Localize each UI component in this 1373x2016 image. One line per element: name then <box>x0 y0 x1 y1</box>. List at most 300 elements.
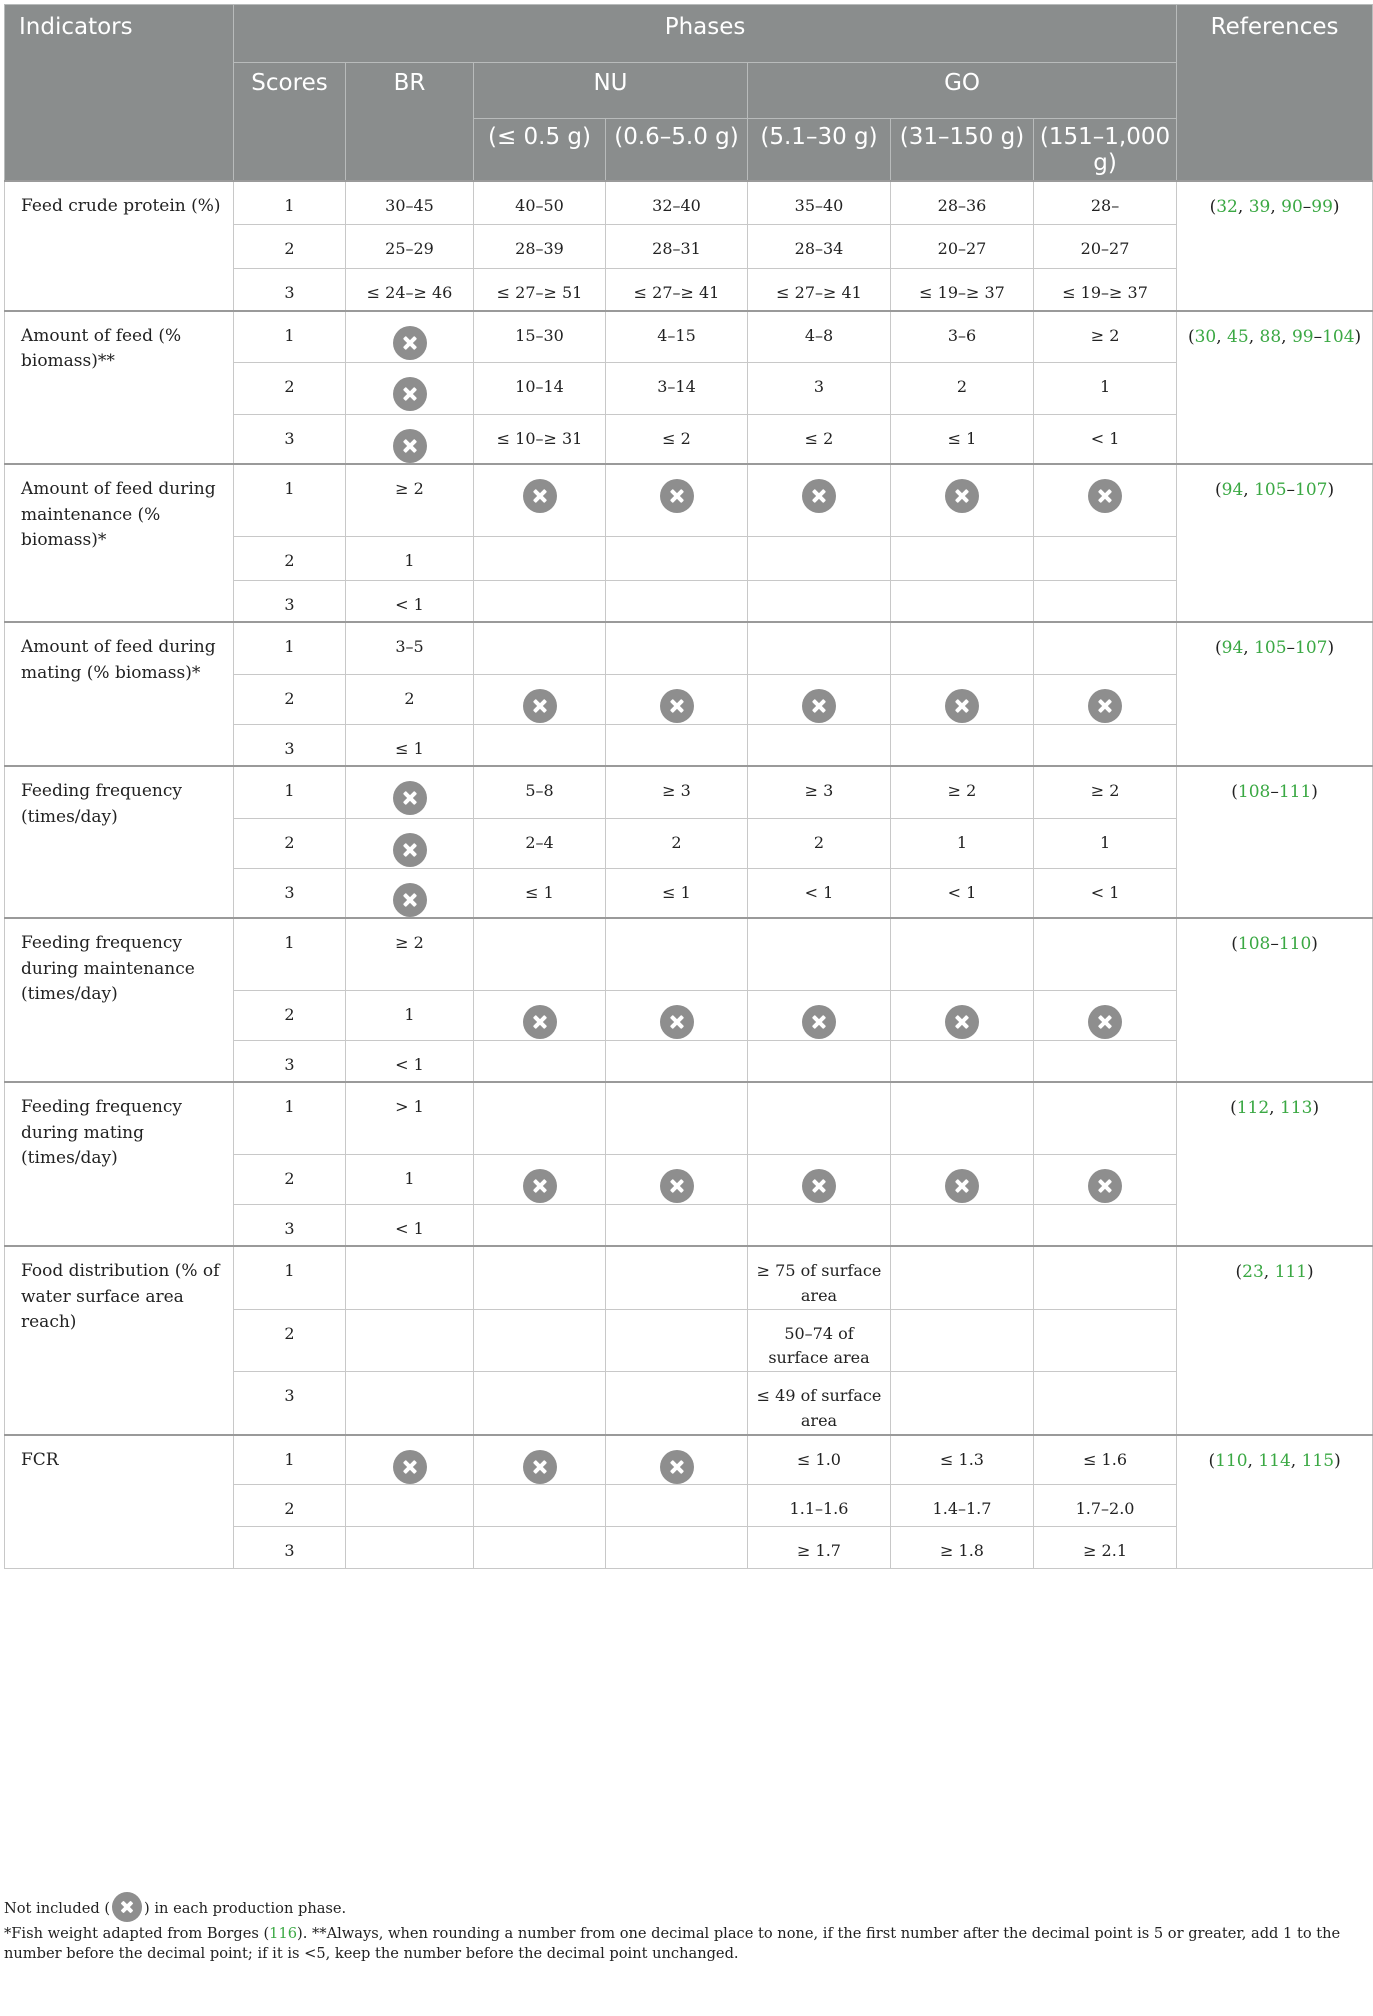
reference-link[interactable]: 90 <box>1281 196 1303 217</box>
reference-punct: ( <box>1215 638 1222 658</box>
reference-punct: ( <box>1187 326 1195 347</box>
not-included-cell <box>748 1154 891 1204</box>
reference-punct: , <box>1290 1450 1302 1471</box>
value-cell: 1 <box>346 536 474 580</box>
not-included-cell <box>346 818 474 868</box>
reference-link[interactable]: 108 <box>1237 782 1271 802</box>
not-included-x-icon <box>112 1892 142 1922</box>
not-included-cell <box>748 674 891 724</box>
not-included-x-icon <box>393 833 427 867</box>
indicator-label: Food distribution (% of water surface area reach) <box>5 1246 234 1435</box>
value-cell <box>606 1372 748 1435</box>
references-cell <box>1177 464 1373 622</box>
value-cell <box>891 580 1034 622</box>
indicators-table <box>4 4 1373 1569</box>
header-br: BR <box>346 63 474 181</box>
reference-link[interactable]: 99 <box>1311 196 1333 217</box>
header-go-weight-3: (151–1,000 g) <box>1034 119 1177 181</box>
value-cell: ≤ 1 <box>891 415 1034 465</box>
value-cell <box>891 536 1034 580</box>
reference-punct: ) <box>1332 196 1340 217</box>
value-cell <box>606 1527 748 1569</box>
indicator-label: Amount of feed during maintenance (% biomass)* <box>5 464 234 622</box>
value-cell: ≤ 19–≥ 37 <box>891 269 1034 311</box>
not-included-cell <box>346 311 474 363</box>
value-cell <box>748 918 891 990</box>
value-cell: 2 <box>891 363 1034 415</box>
value-cell <box>606 918 748 990</box>
value-cell: 1 <box>1034 818 1177 868</box>
value-cell: < 1 <box>346 1040 474 1082</box>
value-cell <box>606 1040 748 1082</box>
value-cell <box>1034 580 1177 622</box>
value-cell: 35–40 <box>748 181 891 225</box>
not-included-cell <box>346 415 474 465</box>
not-included-cell <box>474 464 606 536</box>
value-cell: 4–8 <box>748 311 891 363</box>
value-cell: ≤ 1 <box>346 724 474 766</box>
table-row <box>5 766 1373 818</box>
references-cell <box>1177 918 1373 1082</box>
value-cell: 28–34 <box>748 225 891 269</box>
not-included-x-icon <box>945 1005 979 1039</box>
score-cell: 2 <box>234 363 346 415</box>
value-cell: < 1 <box>1034 415 1177 465</box>
value-cell <box>346 1372 474 1435</box>
score-cell: 3 <box>234 1204 346 1246</box>
header-go-weight-2: (31–150 g) <box>891 119 1034 181</box>
value-cell: 4–15 <box>606 311 748 363</box>
value-cell <box>606 724 748 766</box>
reference-link[interactable]: 111 <box>1278 782 1312 802</box>
value-cell: 1 <box>891 818 1034 868</box>
not-included-cell <box>606 1435 748 1485</box>
footnote-not-included-after: ) in each production phase. <box>144 1900 347 1917</box>
reference-link[interactable]: 108 <box>1237 934 1271 954</box>
value-cell <box>474 1485 606 1527</box>
value-cell: ≤ 1 <box>606 868 748 918</box>
score-cell: 1 <box>234 464 346 536</box>
table-row <box>5 1246 1373 1309</box>
not-included-x-icon <box>1088 689 1122 723</box>
footnote-fish-weight <box>4 1924 1370 1964</box>
reference-link[interactable]: 45 <box>1227 326 1249 347</box>
not-included-cell <box>474 1154 606 1204</box>
score-cell: 3 <box>234 1040 346 1082</box>
value-cell: ≥ 2 <box>891 766 1034 818</box>
references-cell <box>1177 622 1373 766</box>
reference-link[interactable]: 99 <box>1291 326 1314 347</box>
value-cell <box>891 1372 1034 1435</box>
value-cell <box>474 1204 606 1246</box>
value-cell: < 1 <box>1034 868 1177 918</box>
header-go: GO <box>748 63 1177 119</box>
references-cell <box>1177 1246 1373 1435</box>
not-included-x-icon <box>393 1450 427 1484</box>
reference-punct: ) <box>1311 782 1318 802</box>
value-cell: ≥ 2 <box>1034 311 1177 363</box>
value-cell <box>474 1246 606 1309</box>
not-included-x-icon <box>523 689 557 723</box>
value-cell <box>606 1082 748 1154</box>
value-cell: 40–50 <box>474 181 606 225</box>
value-cell <box>346 1246 474 1309</box>
value-cell <box>346 1527 474 1569</box>
indicator-label: FCR <box>5 1435 234 1569</box>
value-cell: ≥ 75 of surface area <box>748 1246 891 1309</box>
value-cell <box>1034 622 1177 674</box>
value-cell: 5–8 <box>474 766 606 818</box>
indicator-label: Feeding frequency during mating (times/day) <box>5 1082 234 1246</box>
reference-link[interactable]: 115 <box>1301 1450 1335 1471</box>
value-cell: ≤ 49 of surface area <box>748 1372 891 1435</box>
reference-punct: , <box>1281 326 1292 347</box>
not-included-cell <box>1034 674 1177 724</box>
reference-link[interactable]: 39 <box>1248 196 1271 217</box>
not-included-cell <box>891 1154 1034 1204</box>
not-included-x-icon <box>523 1450 557 1484</box>
table-row <box>5 1435 1373 1485</box>
value-cell <box>891 1246 1034 1309</box>
reference-punct: , <box>1243 638 1255 658</box>
value-cell <box>606 622 748 674</box>
value-cell <box>1034 1082 1177 1154</box>
header-nu-weight-1: (≤ 0.5 g) <box>474 119 606 181</box>
header-phases: Phases <box>234 5 1177 63</box>
not-included-x-icon <box>393 781 427 815</box>
value-cell: 1 <box>346 990 474 1040</box>
value-cell: 1.7–2.0 <box>1034 1485 1177 1527</box>
value-cell: ≥ 3 <box>606 766 748 818</box>
references-cell <box>1177 181 1373 311</box>
value-cell <box>1034 918 1177 990</box>
reference-link[interactable]: 88 <box>1259 326 1282 347</box>
value-cell: ≥ 1.7 <box>748 1527 891 1569</box>
value-cell <box>748 1082 891 1154</box>
reference-punct: – <box>1313 326 1323 347</box>
reference-link[interactable]: 105 <box>1254 480 1287 500</box>
reference-punct: , <box>1237 196 1249 217</box>
reference-punct: , <box>1270 196 1282 217</box>
value-cell <box>606 1485 748 1527</box>
references-cell <box>1177 311 1373 465</box>
value-cell <box>891 1309 1034 1372</box>
reference-link[interactable]: 104 <box>1322 326 1355 347</box>
value-cell <box>474 580 606 622</box>
value-cell <box>748 1204 891 1246</box>
value-cell <box>1034 1372 1177 1435</box>
footnote-fish-weight-b: ). **Always, when rounding a number from one decimal place to none, if the first number after the decimal point is 5 or greater, add 1 to the number before the decimal point; if it is <5, keep the number before the decimal point unchanged. <box>4 1925 1341 1962</box>
reference-link[interactable]: 110 <box>1215 1450 1248 1471</box>
score-cell: 3 <box>234 1372 346 1435</box>
footnotes <box>4 1892 1370 1966</box>
reference-link[interactable]: 107 <box>1295 638 1328 658</box>
score-cell: 2 <box>234 818 346 868</box>
reference-punct: ) <box>1307 1262 1314 1282</box>
value-cell <box>748 580 891 622</box>
value-cell: 28–31 <box>606 225 748 269</box>
reference-link[interactable]: 94 <box>1221 480 1244 500</box>
not-included-cell <box>891 990 1034 1040</box>
score-cell: 2 <box>234 1154 346 1204</box>
value-cell: < 1 <box>346 580 474 622</box>
reference-link[interactable]: 111 <box>1274 1262 1308 1282</box>
value-cell: ≤ 27–≥ 41 <box>748 269 891 311</box>
not-included-x-icon <box>802 479 836 513</box>
reference-punct: ( <box>1230 1098 1237 1118</box>
score-cell: 1 <box>234 1246 346 1309</box>
table-row <box>5 1082 1373 1154</box>
value-cell: 1 <box>1034 363 1177 415</box>
value-cell: 20–27 <box>891 225 1034 269</box>
score-cell: 3 <box>234 415 346 465</box>
value-cell <box>606 1309 748 1372</box>
indicator-label: Feeding frequency during maintenance (times/day) <box>5 918 234 1082</box>
not-included-x-icon <box>1088 1005 1122 1039</box>
value-cell: 28–36 <box>891 181 1034 225</box>
reference-punct: ) <box>1311 934 1318 954</box>
score-cell: 3 <box>234 1527 346 1569</box>
reference-link[interactable]: 94 <box>1221 638 1244 658</box>
value-cell: 2 <box>346 674 474 724</box>
not-included-cell <box>1034 464 1177 536</box>
not-included-x-icon <box>660 1450 694 1484</box>
value-cell <box>891 1040 1034 1082</box>
value-cell: 10–14 <box>474 363 606 415</box>
value-cell: 28– <box>1034 181 1177 225</box>
value-cell: ≥ 2 <box>346 464 474 536</box>
not-included-cell <box>474 1435 606 1485</box>
reference-punct: – <box>1302 196 1312 217</box>
not-included-x-icon <box>945 479 979 513</box>
header-nu-weight-2: (0.6–5.0 g) <box>606 119 748 181</box>
score-cell: 1 <box>234 1082 346 1154</box>
value-cell: 20–27 <box>1034 225 1177 269</box>
score-cell: 2 <box>234 225 346 269</box>
score-cell: 1 <box>234 181 346 225</box>
table-row <box>5 918 1373 990</box>
value-cell: ≥ 3 <box>748 766 891 818</box>
value-cell <box>474 1309 606 1372</box>
value-cell <box>748 724 891 766</box>
not-included-cell <box>474 674 606 724</box>
not-included-x-icon <box>1088 479 1122 513</box>
not-included-x-icon <box>945 689 979 723</box>
not-included-x-icon <box>523 1169 557 1203</box>
score-cell: 3 <box>234 724 346 766</box>
value-cell: 1.1–1.6 <box>748 1485 891 1527</box>
value-cell <box>891 918 1034 990</box>
header-references: References <box>1177 5 1373 181</box>
not-included-cell <box>891 674 1034 724</box>
footnote-ref-link[interactable]: 116 <box>269 1925 298 1942</box>
score-cell: 2 <box>234 1485 346 1527</box>
value-cell <box>891 724 1034 766</box>
footnote-not-included <box>4 1892 1370 1922</box>
value-cell: ≤ 19–≥ 37 <box>1034 269 1177 311</box>
header-go-weight-1: (5.1–30 g) <box>748 119 891 181</box>
value-cell: 2 <box>606 818 748 868</box>
score-cell: 2 <box>234 1309 346 1372</box>
value-cell <box>606 1246 748 1309</box>
header-nu: NU <box>474 63 748 119</box>
value-cell: 2 <box>748 818 891 868</box>
value-cell <box>1034 724 1177 766</box>
value-cell <box>474 1372 606 1435</box>
value-cell: 3–6 <box>891 311 1034 363</box>
value-cell <box>474 622 606 674</box>
reference-link[interactable]: 114 <box>1258 1450 1291 1471</box>
reference-punct: ( <box>1235 1262 1243 1282</box>
score-cell: 3 <box>234 868 346 918</box>
reference-link[interactable]: 112 <box>1236 1098 1270 1118</box>
value-cell <box>606 536 748 580</box>
not-included-cell <box>606 990 748 1040</box>
reference-punct: – <box>1286 480 1296 500</box>
not-included-x-icon <box>393 326 427 360</box>
value-cell: ≤ 1 <box>474 868 606 918</box>
value-cell: ≥ 2 <box>346 918 474 990</box>
not-included-cell <box>748 464 891 536</box>
not-included-cell <box>606 674 748 724</box>
value-cell: ≤ 2 <box>748 415 891 465</box>
references-cell <box>1177 766 1373 918</box>
reference-punct: ) <box>1354 326 1362 347</box>
not-included-x-icon <box>523 1005 557 1039</box>
reference-punct: – <box>1270 934 1279 954</box>
value-cell <box>748 1040 891 1082</box>
score-cell: 3 <box>234 580 346 622</box>
reference-punct: ( <box>1231 782 1238 802</box>
reference-link[interactable]: 113 <box>1279 1098 1313 1118</box>
value-cell <box>606 1204 748 1246</box>
value-cell <box>891 622 1034 674</box>
value-cell <box>1034 1309 1177 1372</box>
reference-link[interactable]: 110 <box>1278 934 1312 954</box>
score-cell: 1 <box>234 766 346 818</box>
reference-punct: ) <box>1327 480 1335 500</box>
reference-punct: ) <box>1327 638 1335 658</box>
reference-link[interactable]: 30 <box>1194 326 1217 347</box>
value-cell <box>1034 1246 1177 1309</box>
not-included-x-icon <box>393 883 427 917</box>
value-cell: 15–30 <box>474 311 606 363</box>
not-included-cell <box>606 1154 748 1204</box>
reference-punct: ) <box>1312 1098 1320 1118</box>
value-cell <box>606 580 748 622</box>
value-cell: 32–40 <box>606 181 748 225</box>
value-cell: 30–45 <box>346 181 474 225</box>
not-included-x-icon <box>945 1169 979 1203</box>
header-indicators: Indicators <box>5 5 234 181</box>
reference-link[interactable]: 105 <box>1254 638 1287 658</box>
not-included-x-icon <box>660 1005 694 1039</box>
score-cell: 1 <box>234 622 346 674</box>
not-included-x-icon <box>660 689 694 723</box>
reference-link[interactable]: 32 <box>1216 196 1238 217</box>
reference-punct: , <box>1243 480 1255 500</box>
value-cell: ≤ 1.0 <box>748 1435 891 1485</box>
not-included-cell <box>891 464 1034 536</box>
value-cell: ≤ 1.6 <box>1034 1435 1177 1485</box>
value-cell <box>474 536 606 580</box>
value-cell: ≥ 1.8 <box>891 1527 1034 1569</box>
value-cell <box>891 1082 1034 1154</box>
value-cell: ≤ 2 <box>606 415 748 465</box>
value-cell <box>748 536 891 580</box>
value-cell: 25–29 <box>346 225 474 269</box>
reference-link[interactable]: 107 <box>1295 480 1328 500</box>
reference-punct: , <box>1216 326 1228 347</box>
not-included-cell <box>346 766 474 818</box>
value-cell: 1 <box>346 1154 474 1204</box>
indicator-label: Feeding frequency (times/day) <box>5 766 234 918</box>
reference-link[interactable]: 23 <box>1242 1262 1264 1282</box>
not-included-cell <box>1034 990 1177 1040</box>
score-cell: 1 <box>234 918 346 990</box>
not-included-x-icon <box>802 689 836 723</box>
indicator-label: Amount of feed during mating (% biomass)* <box>5 622 234 766</box>
value-cell <box>1034 1040 1177 1082</box>
reference-punct: ( <box>1209 196 1217 217</box>
score-cell: 3 <box>234 269 346 311</box>
value-cell <box>891 1204 1034 1246</box>
value-cell <box>346 1485 474 1527</box>
reference-punct: , <box>1248 326 1260 347</box>
reference-punct: – <box>1286 638 1296 658</box>
indicator-label: Feed crude protein (%) <box>5 181 234 311</box>
value-cell: ≤ 1.3 <box>891 1435 1034 1485</box>
value-cell <box>748 622 891 674</box>
table-row <box>5 311 1373 363</box>
not-included-cell <box>346 363 474 415</box>
value-cell: 50–74 of surface area <box>748 1309 891 1372</box>
table-row <box>5 181 1373 225</box>
reference-punct: , <box>1269 1098 1280 1118</box>
value-cell <box>1034 536 1177 580</box>
value-cell <box>346 1309 474 1372</box>
value-cell: ≥ 2.1 <box>1034 1527 1177 1569</box>
score-cell: 1 <box>234 1435 346 1485</box>
value-cell: 2–4 <box>474 818 606 868</box>
not-included-cell <box>474 990 606 1040</box>
score-cell: 1 <box>234 311 346 363</box>
value-cell: < 1 <box>346 1204 474 1246</box>
references-cell <box>1177 1435 1373 1569</box>
not-included-cell <box>346 1435 474 1485</box>
header-scores: Scores <box>234 63 346 181</box>
reference-punct: ( <box>1208 1450 1216 1471</box>
reference-punct: ( <box>1215 480 1222 500</box>
not-included-cell <box>346 868 474 918</box>
value-cell <box>474 1527 606 1569</box>
value-cell: ≥ 2 <box>1034 766 1177 818</box>
reference-punct: – <box>1270 782 1279 802</box>
reference-punct: ( <box>1231 934 1238 954</box>
reference-punct: , <box>1263 1262 1275 1282</box>
not-included-x-icon <box>802 1005 836 1039</box>
not-included-x-icon <box>393 429 427 463</box>
footnote-fish-weight-a: *Fish weight adapted from Borges ( <box>4 1925 270 1942</box>
references-cell <box>1177 1082 1373 1246</box>
not-included-x-icon <box>802 1169 836 1203</box>
not-included-x-icon <box>523 479 557 513</box>
score-cell: 2 <box>234 674 346 724</box>
table-row <box>5 622 1373 674</box>
value-cell: ≤ 27–≥ 41 <box>606 269 748 311</box>
value-cell: 28–39 <box>474 225 606 269</box>
value-cell <box>474 918 606 990</box>
